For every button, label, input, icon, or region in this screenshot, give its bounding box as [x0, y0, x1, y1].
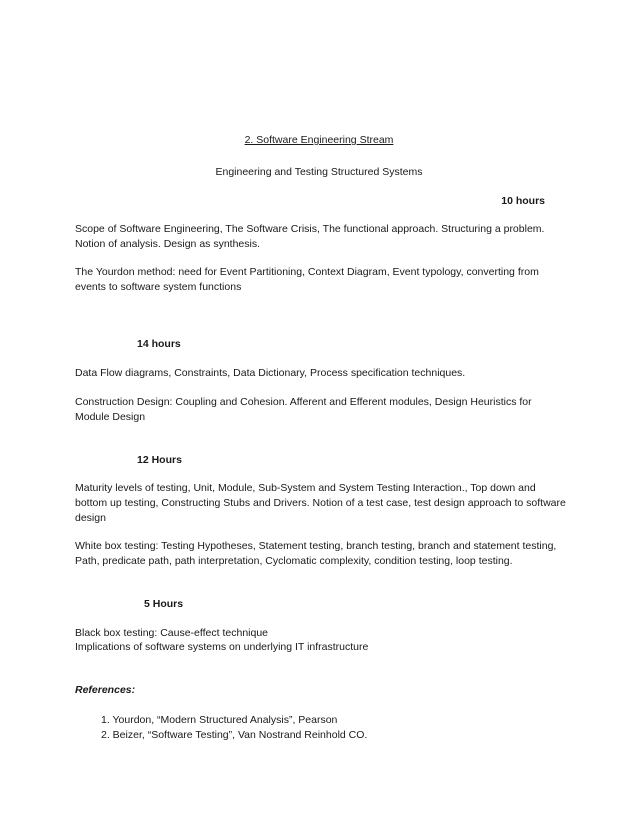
section3-para2-line2: Path, predicate path, path interpretation, Cyclomatic complexity, condition testing, loop testing.	[75, 555, 513, 567]
section4-line2: Implications of software systems on underlying IT infrastructure	[75, 641, 369, 653]
section1-para1-line1: Scope of Software Engineering, The Software Crisis, The functional approach. Structuring a problem.	[75, 223, 545, 235]
course-title: Engineering and Testing Structured Systems	[215, 166, 423, 178]
reference-item-2: 2. Beizer, “Software Testing”, Van Nostrand Reinhold CO.	[101, 729, 368, 741]
section2-hours: 14 hours	[137, 338, 181, 350]
section3-para2-line1: White box testing: Testing Hypotheses, Statement testing, branch testing, branch and statement testing,	[75, 540, 557, 552]
section4-line1: Black box testing: Cause-effect technique	[75, 627, 269, 639]
section1-para2-line2: events to software system functions	[75, 281, 242, 293]
section3-hours: 12 Hours	[137, 454, 182, 466]
section3-para1-line1: Maturity levels of testing, Unit, Module, Sub-System and System Testing Interaction., Top down and	[75, 482, 536, 494]
section4-hours: 5 Hours	[144, 598, 184, 610]
reference-item-1: 1. Yourdon, “Modern Structured Analysis”, Pearson	[101, 714, 338, 726]
section1-para2-line1: The Yourdon method: need for Event Partitioning, Context Diagram, Event typology, converting from	[75, 266, 539, 278]
section2-para2-line1: Construction Design: Coupling and Cohesion. Afferent and Efferent modules, Design Heuristics for	[75, 396, 532, 408]
stream-title: 2. Software Engineering Stream	[244, 134, 394, 146]
section1-para1-line2: Notion of analysis. Design as synthesis.	[75, 238, 261, 250]
section2-para1-line1: Data Flow diagrams, Constraints, Data Dictionary, Process specification techniques.	[75, 367, 466, 379]
section1-hours: 10 hours	[501, 195, 545, 207]
section3-para1-line3: design	[75, 512, 106, 524]
references-label: References:	[75, 684, 136, 696]
section2-para2-line2: Module Design	[75, 411, 146, 423]
section3-para1-line2: bottom up testing, Constructing Stubs and Drivers. Notion of a test case, test design approach to software	[75, 497, 566, 509]
